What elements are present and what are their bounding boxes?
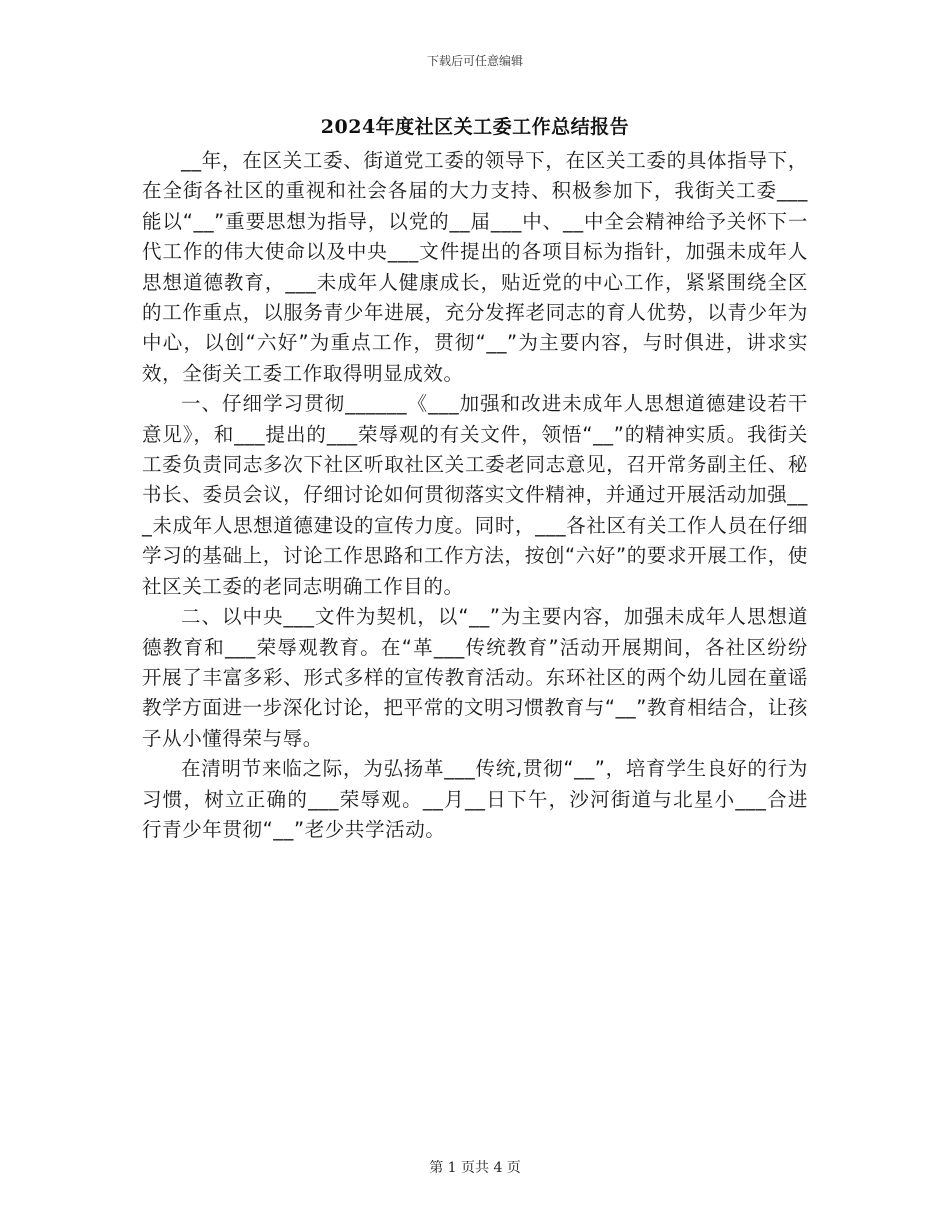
paragraph-section-two: 二、以中央___文件为契机，以“__”为主要内容，加强未成年人思想道德教育和___荣辱观教育。在“革___传统教育”活动开展期间，各社区纷纷开展了丰富多彩、形式多样的宣传教育活动。东环社区的两个幼儿园在童谣教学方面进一步深化讨论，把平常的文明习惯教育与“__”教育相结合，让孩子从小懂得荣与辱。 bbox=[142, 605, 808, 750]
paragraph-section-one: 一、仔细学习贯彻______《___加强和改进未成年人思想道德建设若干意见》，和___提出的___荣辱观的有关文件，领悟“__”的精神实质。我街关工委负责同志多次下社区听取社区关工委老同志意见，召开常务副主任、秘书长、委员会议，仔细讨论如何贯彻落实文件精神，并通过开展活动加强___未成年人思想道德建设的宣传力度。同时，___各社区有关工作人员在仔细学习的基础上，讨论工作思路和工作方法，按创“六好”的要求开展工作，使社区关工委的老同志明确工作目的。 bbox=[142, 392, 808, 598]
paragraph-qingming: 在清明节来临之际，为弘扬革___传统,贯彻“__”，培育学生良好的行为习惯，树立正确的___荣辱观。__月__日下午，沙河街道与北星小___合进行青少年贯彻“__”老少共学活动。 bbox=[142, 757, 808, 841]
page-number-footer: 第 1 页共 4 页 bbox=[429, 1160, 521, 1176]
paragraph-intro: __年，在区关工委、街道党工委的领导下，在区关工委的具体指导下，在全街各社区的重视和社会各届的大力支持、积极参加下，我街关工委___能以“__”重要思想为指导，以党的__届___中、__中全会精神给予关怀下一代工作的伟大使命以及中央___文件提出的各项目标为指针，加强未成年人思想道德教育，___未成年人健康成长，贴近党的中心工作，紧紧围绕全区的工作重点，以服务青少年进展，充分发挥老同志的育人优势，以青少年为中心，以创“六好”为重点工作，贯彻“__”为主要内容，与时俱进，讲求实效，全街关工委工作取得明显成效。 bbox=[142, 149, 808, 385]
document-title: 2024年度社区关工委工作总结报告 bbox=[320, 116, 630, 138]
document-body bbox=[142, 146, 808, 845]
header-note: 下载后可任意编辑 bbox=[426, 54, 523, 68]
